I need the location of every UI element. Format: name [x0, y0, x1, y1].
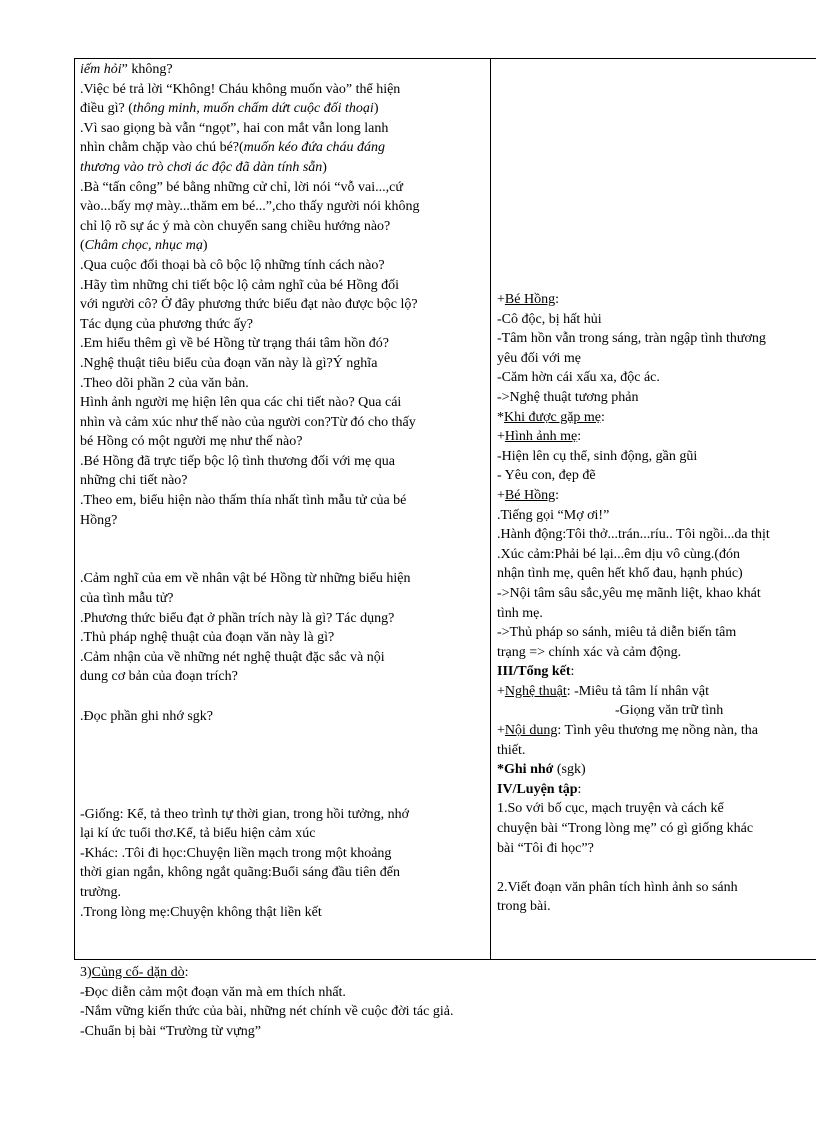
text-run: -Giống: Kể, tả theo trình tự thời gian, trong hồi tưởng, nhớ — [80, 806, 410, 822]
text-run: .Bé Hồng đã trực tiếp bộc lộ tình thương đối với mẹ qua — [80, 453, 395, 469]
text-line — [497, 662, 816, 682]
text-run: IV/Luyện tập — [497, 781, 578, 797]
text-run: nhận tình mẹ, quên hết khổ đau, hạnh phúc) — [497, 566, 743, 582]
text-line — [497, 643, 816, 663]
text-run: vào...bấy mợ mày...thăm em bé...”,cho thấy người nói không — [80, 199, 420, 215]
text-line — [80, 667, 488, 687]
text-run: + — [497, 429, 505, 445]
text-run: -Nắm vững kiến thức của bài, những nét chính về cuộc đời tác giả. — [80, 1004, 454, 1020]
text-line — [497, 349, 816, 369]
text-line — [80, 648, 488, 668]
questions-column — [80, 60, 488, 922]
questions-block-2 — [80, 569, 488, 687]
text-run: : — [577, 429, 582, 445]
text-line — [497, 623, 816, 643]
text-line — [80, 374, 488, 394]
text-run: thiết. — [497, 742, 526, 758]
text-line — [497, 545, 816, 565]
questions-block-1 — [80, 60, 488, 530]
text-line — [80, 824, 488, 844]
text-line — [80, 393, 488, 413]
text-run: yêu đối với mẹ — [497, 350, 581, 366]
content-lines — [497, 290, 816, 858]
text-run: - Yêu con, đẹp đẽ — [497, 468, 596, 484]
text-run: lại kí ức tuổi thơ.Kể, tả biểu hiện cảm xúc — [80, 826, 316, 842]
text-run: .Tiếng gọi “Mợ ơi!” — [497, 507, 610, 523]
text-line — [80, 983, 800, 1003]
text-line — [497, 368, 816, 388]
text-line — [80, 295, 488, 315]
exercise-2 — [497, 878, 816, 917]
text-run: tình mẹ. — [497, 605, 543, 621]
text-run: *Ghi nhớ — [497, 762, 554, 778]
text-line — [497, 564, 816, 584]
text-run: trạng => chính xác và cảm động. — [497, 644, 682, 660]
text-run: + — [497, 487, 505, 503]
text-run: nhìn chằm chặp vào chú bé?( — [80, 140, 244, 156]
text-line — [80, 334, 488, 354]
text-run: .Đọc phần ghi nhớ sgk? — [80, 708, 213, 724]
text-line — [80, 471, 488, 491]
text-run: trong bài. — [497, 899, 551, 915]
text-line — [497, 427, 816, 447]
text-line — [497, 388, 816, 408]
text-run: muốn kéo đứa cháu đáng — [243, 140, 386, 156]
text-line — [80, 256, 488, 276]
text-run: : — [577, 781, 582, 797]
text-line — [497, 310, 816, 330]
text-run: ) — [322, 159, 327, 175]
text-line — [497, 819, 816, 839]
text-line — [497, 780, 816, 800]
text-run: -Khác: .Tôi đi học:Chuyện liền mạch trong một khoảng — [80, 845, 392, 861]
text-run: .Thủ pháp nghệ thuật của đoạn văn này là gì? — [80, 630, 335, 646]
text-run: : — [570, 664, 575, 680]
text-run: 3) — [80, 965, 92, 980]
text-line — [497, 682, 816, 702]
text-run: .Qua cuộc đối thoại bà cô bộc lộ những tính cách nào? — [80, 257, 385, 273]
text-run: : — [184, 965, 189, 980]
text-run: chuyện bài “Trong lòng mẹ” có gì giống khác — [497, 821, 754, 837]
questions-block-3 — [80, 707, 488, 727]
text-line — [80, 452, 488, 472]
text-line — [497, 897, 816, 917]
text-run: Hình ảnh người mẹ hiện lên qua các chi tiết nào? Qua cái — [80, 395, 402, 411]
footer-section — [80, 963, 800, 1041]
text-line — [80, 1002, 800, 1022]
text-line — [80, 197, 488, 217]
text-line — [497, 760, 816, 780]
text-line — [497, 329, 816, 349]
text-line — [80, 844, 488, 864]
text-run: Nội dung — [504, 723, 558, 739]
text-run: -Tâm hồn vẫn trong sáng, tràn ngập tình thương — [497, 331, 766, 347]
text-run: ->Thủ pháp so sánh, miêu tả diễn biến tâm — [497, 625, 737, 641]
text-run: -Chuẩn bị bài “Trường từ vựng” — [80, 1023, 261, 1039]
text-run: : Tình yêu thương mẹ nồng nàn, tha — [557, 723, 758, 739]
text-line — [497, 290, 816, 310]
text-run: .Trong lòng mẹ:Chuyện không thật liền kết — [80, 904, 322, 920]
text-line — [80, 119, 488, 139]
text-run: + — [497, 292, 505, 307]
text-line — [80, 863, 488, 883]
text-run: Hình ảnh mẹ — [504, 429, 578, 445]
text-line — [80, 80, 488, 100]
text-run: III/Tổng kết — [497, 664, 571, 680]
text-run: .Việc bé trả lời “Không! Cháu không muốn vào” thể hiện — [80, 81, 401, 97]
text-run: .Bà “tấn công” bé bằng những cử chỉ, lời nói “vỗ vai...,cứ — [80, 179, 403, 195]
text-line — [80, 276, 488, 296]
text-run: ( — [80, 238, 85, 254]
text-run: .Vì sao giọng bà vẫn “ngọt”, hai con mắt vẫn long lanh — [80, 120, 389, 136]
text-run: Tác dụng của phương thức ấy? — [80, 316, 254, 332]
text-run: .Theo em, biểu hiện nào thấm thía nhất tình mẫu tử của bé — [80, 493, 407, 509]
text-line — [80, 432, 488, 452]
text-line — [497, 721, 816, 741]
text-run: nhìn và cảm xúc như thế nào của người con?Từ đó cho thấy — [80, 414, 416, 430]
text-line — [80, 883, 488, 903]
text-run: chỉ lộ rõ sự ác ý mà còn chuyển sang chiều hướng nào? — [80, 218, 391, 234]
text-line — [80, 609, 488, 629]
text-line — [80, 963, 800, 983]
text-line — [497, 506, 816, 526]
text-run: trường. — [80, 884, 122, 900]
text-line — [80, 99, 488, 119]
text-line — [497, 604, 816, 624]
text-run: Bé Hồng — [504, 487, 556, 503]
text-run: + — [497, 683, 505, 699]
text-line — [80, 491, 488, 511]
text-line — [497, 486, 816, 506]
text-run: ) — [202, 238, 208, 254]
text-run: Khi được gặp mẹ — [504, 409, 602, 425]
text-run: * — [497, 409, 504, 425]
text-run: -Hiện lên cụ thể, sinh động, gần gũi — [497, 448, 698, 464]
text-run: của tình mẫu tử? — [80, 591, 174, 607]
text-run: Củng cố- dặn dò — [91, 965, 185, 980]
text-run: thời gian ngắn, không ngắt quãng:Buổi sáng đầu tiên đến — [80, 865, 401, 881]
text-run: ->Nghệ thuật tương phản — [497, 389, 639, 405]
text-line — [80, 413, 488, 433]
text-run: .Nghệ thuật tiêu biểu của đoạn văn này là gì?Ý nghĩa — [80, 355, 378, 371]
text-run: ) — [373, 101, 379, 117]
text-line — [80, 628, 488, 648]
text-run: -Đọc diễn cảm một đoạn văn mà em thích nhất. — [80, 984, 346, 1000]
text-line — [497, 584, 816, 604]
text-line — [80, 569, 488, 589]
text-run: thương vào trò chơi ác độc đã dàn tính sẵn — [80, 159, 323, 175]
text-run: iếm hỏi — [80, 62, 122, 77]
text-line — [497, 408, 816, 428]
text-run: -Căm hờn cái xấu xa, độc ác. — [497, 370, 660, 386]
text-run: + — [497, 723, 505, 739]
text-run: ->Nội tâm sâu sắc,yêu mẹ mãnh liệt, khao khát — [497, 585, 761, 601]
text-run: .Hãy tìm những chi tiết bộc lộ cảm nghĩ của bé Hồng đối — [80, 277, 400, 293]
text-line — [80, 707, 488, 727]
text-run: Nghệ thuật — [504, 683, 567, 699]
text-run: .Em hiểu thêm gì về bé Hồng từ trạng thái tâm hồn đó? — [80, 336, 389, 352]
text-run: .Hành động:Tôi thở...trán...ríu.. Tôi ngồi...da thịt — [497, 527, 770, 543]
column-divider — [490, 58, 491, 960]
text-line — [80, 315, 488, 335]
text-run: : -Miêu tả tâm lí nhân vật — [566, 683, 710, 699]
content-column — [497, 290, 816, 917]
text-run: .Phương thức biểu đạt ở phần trích này là gì? Tác dụng? — [80, 610, 395, 626]
text-line — [80, 1022, 800, 1042]
text-run: .Cảm nghĩ của em về nhân vật bé Hồng từ những biểu hiện — [80, 571, 411, 587]
text-line — [497, 878, 816, 898]
text-run: ” không? — [121, 62, 173, 77]
comparison-block — [80, 805, 488, 923]
text-run: 2.Viết đoạn văn phân tích hình ảnh so sánh — [497, 879, 738, 895]
text-run: .Theo dõi phần 2 của văn bản. — [80, 375, 249, 391]
text-line — [80, 589, 488, 609]
text-run: dung cơ bản của đoạn trích? — [80, 669, 238, 685]
text-line — [80, 236, 488, 256]
text-line — [80, 805, 488, 825]
text-run: -Giọng văn trữ tình — [615, 703, 724, 719]
text-line — [497, 701, 816, 721]
text-run: Bé Hồng — [504, 292, 556, 307]
text-line — [80, 903, 488, 923]
text-run: : — [555, 292, 559, 307]
text-run: 1.So với bố cục, mạch truyện và cách kể — [497, 801, 724, 817]
text-run: bé Hồng có một người mẹ như thế nào? — [80, 434, 303, 450]
text-line — [80, 60, 488, 80]
text-line — [80, 511, 488, 531]
text-run: Hồng? — [80, 512, 118, 528]
text-run: với người cô? Ở đây phương thức biểu đạt nào được bộc lộ? — [80, 297, 418, 313]
text-line — [80, 138, 488, 158]
text-line — [497, 741, 816, 761]
text-run: .Xúc cảm:Phải bé lại...êm dịu vô cùng.(đón — [497, 546, 740, 562]
text-run: : — [601, 409, 605, 425]
text-run: điều gì? ( — [80, 101, 133, 117]
text-run: (sgk) — [553, 762, 586, 778]
text-run: .Cảm nhận của về những nét nghệ thuật đặc sắc và nội — [80, 649, 385, 665]
text-line — [497, 839, 816, 859]
text-run: bài “Tôi đi học”? — [497, 840, 594, 856]
text-run: Châm chọc, nhục mạ — [84, 238, 203, 254]
text-run: những chi tiết nào? — [80, 473, 188, 489]
text-line — [497, 466, 816, 486]
text-line — [497, 799, 816, 819]
text-run: : — [555, 487, 559, 503]
text-line — [80, 354, 488, 374]
text-line — [80, 158, 488, 178]
text-line — [497, 525, 816, 545]
text-line — [497, 447, 816, 467]
text-line — [80, 217, 488, 237]
text-run: -Cô độc, bị hất hủi — [497, 311, 602, 327]
text-line — [80, 178, 488, 198]
text-run: thông minh, muốn chấm dứt cuộc đối thoại — [132, 101, 374, 117]
